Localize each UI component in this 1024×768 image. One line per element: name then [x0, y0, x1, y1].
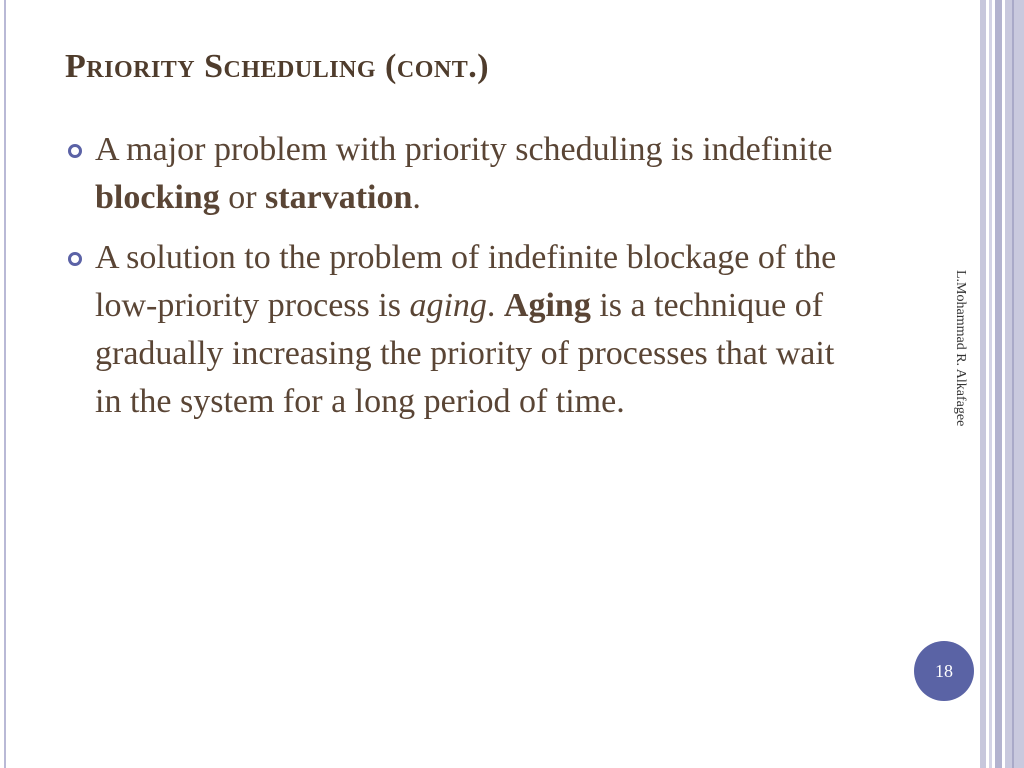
bullet-text	[95, 239, 836, 420]
bold-term-starvation: starvation	[265, 179, 413, 216]
author-credit: L.Mohammad R. Alkafagee	[953, 270, 968, 427]
bullet-list	[68, 126, 868, 438]
bold-term-aging: Aging	[503, 287, 591, 324]
bullet-text-segment: A major problem with priority scheduling is indefinite	[95, 131, 833, 168]
page-number-badge: 18	[914, 641, 974, 701]
bullet-item	[68, 234, 868, 426]
bullet-text-segment: .	[412, 179, 421, 216]
right-decorative-band	[1012, 0, 1014, 768]
bullet-text-segment: .	[486, 287, 504, 324]
right-decorative-band	[1005, 0, 1024, 768]
right-decorative-band	[980, 0, 986, 768]
bold-term-blocking: blocking	[95, 179, 220, 216]
left-border	[4, 0, 6, 768]
slide-title: Priority Scheduling (cont.)	[65, 48, 490, 85]
right-decorative-band	[989, 0, 992, 768]
right-decorative-band	[995, 0, 1002, 768]
bullet-text-segment: A solution to the problem of indefinite blockage of the low-priority process is	[95, 239, 837, 324]
bullet-text-segment: is a technique of gradually increasing the priority of processes that wait in the system for a long period of time.	[95, 287, 835, 420]
italic-term-aging: aging	[409, 287, 487, 324]
bullet-icon	[68, 252, 82, 266]
bullet-text-segment: or	[219, 179, 266, 216]
bullet-text	[95, 131, 833, 216]
bullet-icon	[68, 144, 82, 158]
bullet-item	[68, 126, 868, 222]
